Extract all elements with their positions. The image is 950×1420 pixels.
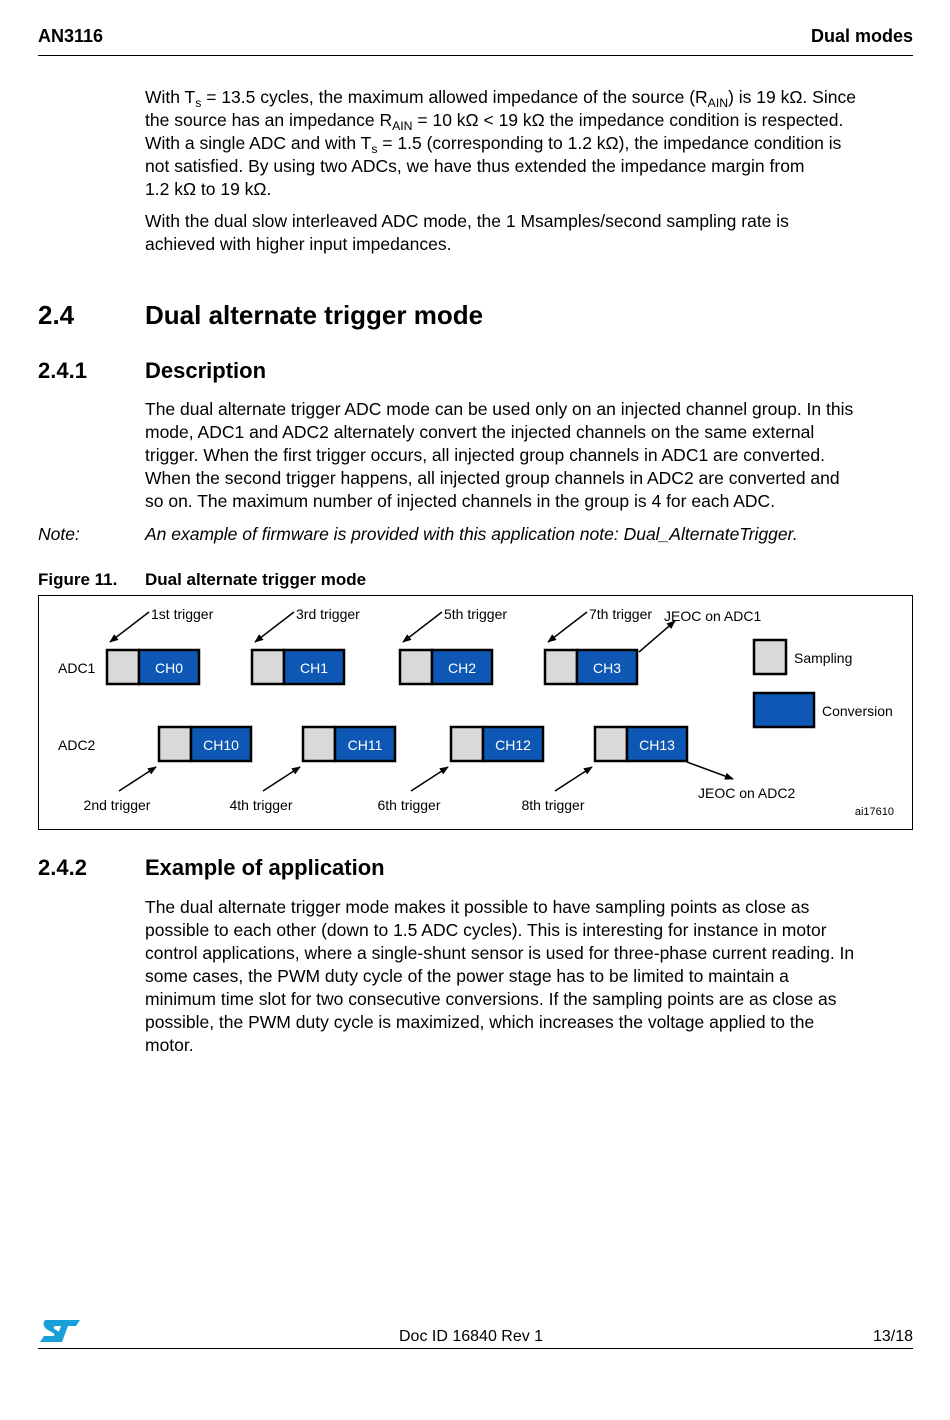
- text-line: With $T_s = 13.5$ cycles, the maximum allowed impedance of the source $(R_{AIN})$ is 19 kΩ. Since: [145, 87, 856, 110]
- text-line: minimum time slot for two consecutive conversions. If the sampling points are as close as: [145, 989, 837, 1009]
- st-logo-icon: [38, 1318, 82, 1344]
- intro-paragraph-1: [145, 86, 913, 201]
- legend-sampling-label: Sampling: [794, 650, 853, 666]
- adc2-trigger-label: 2nd trigger: [83, 797, 151, 813]
- footer-page-number: 13/18: [872, 1328, 913, 1345]
- sampling-block: [303, 727, 335, 761]
- sampling-block: [595, 727, 627, 761]
- figure-title: Dual alternate trigger mode: [145, 570, 367, 589]
- channel-label: CH3: [592, 660, 622, 676]
- subsection-title: Example of application: [145, 855, 385, 880]
- adc2-trigger-label: 4th trigger: [229, 797, 293, 813]
- intro-paragraph-2: [145, 210, 913, 256]
- text-line: trigger. When the first trigger occurs, all injected group channels in ADC1 are converted.: [145, 445, 825, 465]
- subsection-number: 2.4.1: [38, 358, 87, 383]
- text-line: With a single ADC and with $T_s = 1.5$ (corresponding to 1.2 kΩ), the impedance condition is: [145, 133, 842, 156]
- text-line: possible, the PWM duty cycle is maximized, which increases the voltage applied to the: [145, 1012, 815, 1032]
- text-line: so on. The maximum number of injected channels in the group is 4 for each ADC.: [145, 491, 776, 511]
- footer-doc-id: Doc ID 16840 Rev 1: [399, 1328, 544, 1345]
- adc1-trigger-label: 7th trigger: [589, 606, 653, 622]
- text-line: the source has an impedance $R_{AIN} = 10$ kΩ < 19 kΩ the impedance condition is respected.: [145, 110, 844, 133]
- channel-label: CH13: [639, 737, 675, 753]
- section-title: Dual alternate trigger mode: [145, 300, 484, 330]
- sampling-block: [252, 650, 284, 684]
- figure-label: Figure 11.: [38, 570, 118, 589]
- text-line: not satisfied. By using two ADCs, we have thus extended the impedance margin from: [145, 156, 805, 176]
- section-number: 2.4: [38, 300, 75, 330]
- text-line: achieved with higher input impedances.: [145, 234, 452, 254]
- note-label: Note:: [38, 524, 80, 544]
- legend-sampling-swatch: [754, 640, 786, 674]
- application-paragraph: [145, 896, 913, 1057]
- jeoc-adc2-label: JEOC on ADC2: [698, 785, 796, 801]
- channel-label: CH1: [299, 660, 329, 676]
- sampling-block: [400, 650, 432, 684]
- note-text: An example of firmware is provided with this application note: Dual_AlternateTrigger.: [145, 524, 798, 544]
- channel-label: CH12: [495, 737, 531, 753]
- sampling-block: [545, 650, 577, 684]
- text-line: 1.2 kΩ to 19 kΩ.: [145, 179, 272, 199]
- description-paragraph: [145, 398, 913, 513]
- sampling-block: [451, 727, 483, 761]
- header-doc-code: AN3116: [38, 26, 104, 46]
- adc1-trigger-label: 3rd trigger: [296, 606, 360, 622]
- subsection-title: Description: [145, 358, 267, 383]
- channel-label: CH0: [154, 660, 184, 676]
- text-line: With the dual slow interleaved ADC mode, the 1 Msamples/second sampling rate is: [145, 211, 789, 231]
- channel-label: CH11: [347, 737, 383, 753]
- text-line: mode, ADC1 and ADC2 alternately convert the injected channels on the same external: [145, 422, 815, 442]
- adc2-trigger-label: 6th trigger: [377, 797, 441, 813]
- header-rule: [38, 55, 913, 56]
- timing-diagram: [38, 595, 913, 830]
- channel-label: CH10: [203, 737, 239, 753]
- legend-conversion-swatch: [754, 693, 814, 727]
- text-line: When the second trigger happens, all injected group channels in ADC2 are converted and: [145, 468, 840, 488]
- text-line: The dual alternate trigger ADC mode can be used only on an injected channel group. In this: [145, 399, 854, 419]
- adc1-label: ADC1: [58, 660, 96, 676]
- footer-rule: [38, 1348, 913, 1349]
- adc1-trigger-label: 1st trigger: [151, 606, 214, 622]
- adc2-trigger-label: 8th trigger: [521, 797, 585, 813]
- channel-label: CH2: [447, 660, 477, 676]
- adc2-label: ADC2: [58, 737, 96, 753]
- text-line: motor.: [145, 1035, 194, 1055]
- jeoc-adc1-label: JEOC on ADC1: [664, 608, 762, 624]
- sampling-block: [159, 727, 191, 761]
- text-line: control applications, where a single-shunt sensor is used for three-phase current reading. In: [145, 943, 855, 963]
- header-section: Dual modes: [810, 26, 913, 46]
- text-line: some cases, the PWM duty cycle of the power stage has to be limited to maintain a: [145, 966, 789, 986]
- sampling-block: [107, 650, 139, 684]
- subsection-number: 2.4.2: [38, 855, 87, 880]
- figure-id: ai17610: [854, 806, 894, 818]
- text-line: possible to each other (down to 1.5 ADC cycles). This is interesting for instance in motor: [145, 920, 827, 940]
- legend-conversion-label: Conversion: [822, 703, 893, 719]
- text-line: The dual alternate trigger mode makes it possible to have sampling points as close as: [145, 897, 810, 917]
- adc1-trigger-label: 5th trigger: [444, 606, 508, 622]
